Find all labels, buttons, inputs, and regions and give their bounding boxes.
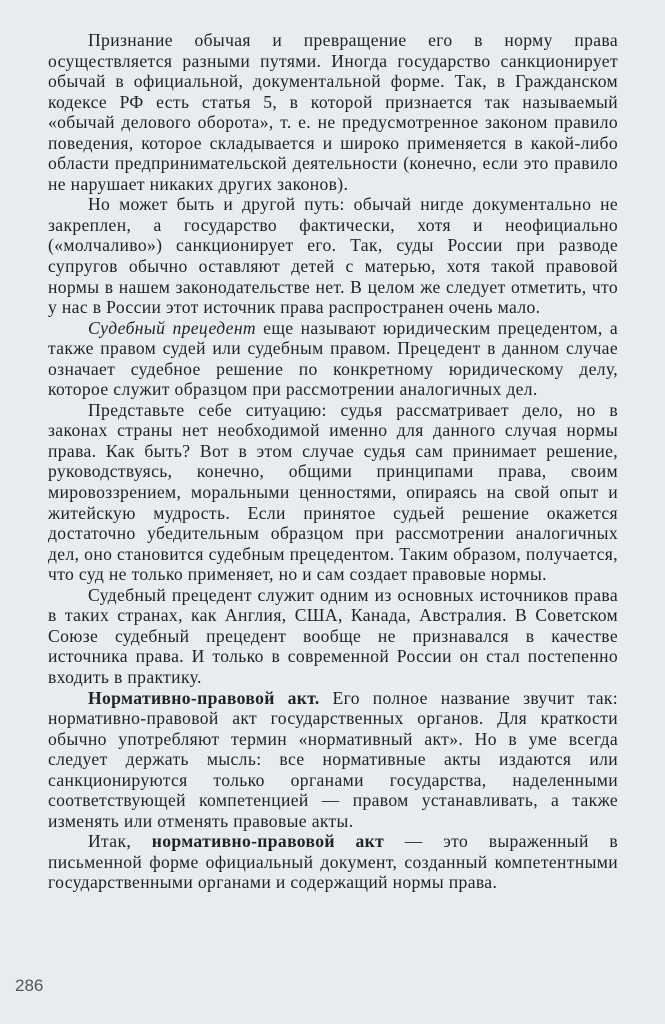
paragraph-5-text: Судебный прецедент служит одним из основных источников права в таких странах, как Англия, США, Канада, Австралия. В Советском Союзе судебный прецедент вообще не признавался в качестве источника права. И только в современной России он стал постепенно входить в практику. — [48, 584, 618, 687]
paragraph-3 — [48, 318, 618, 400]
paragraph-6 — [48, 688, 618, 832]
paragraph-1-text: Признание обычая и превращение его в норму права осуществляется разными путями. Иногда государство санкционирует обычай в официальной, документальной форме. Так, в Гражданском кодексе РФ есть статья 5, в которой признается так называемый «обычай делового оборота», т. е. не предусмотренное законом правило поведения, которое складывается и широко применяется в какой-либо области предпринимательской деятельности (конечно, если это правило не нарушает никаких других законов). — [48, 30, 618, 194]
paragraph-4 — [48, 400, 618, 585]
paragraph-7 — [48, 831, 618, 893]
paragraph-4-text: Представьте себе ситуацию: судья рассматривает дело, но в законах страны нет необходимой именно для данного случая нормы права. Как быть? Вот в этом случае судья сам принимает решение, руководствуясь, конечно, общими принципами права, своим мировоззрением, моральными ценностями, опираясь на свой опыт и житейскую мудрость. Если принятое судьей решение окажется достаточно убедительным образцом при рассмотрении аналогичных дел, оно становится судебным прецедентом. Таким образом, получается, что суд не только применяет, но и сам создает правовые нормы. — [48, 399, 618, 585]
paragraph-1 — [48, 30, 618, 194]
paragraph-2-text: Но может быть и другой путь: обычай нигде документально не закреплен, а государство фактически, хотя и неофициально («молчаливо») санкционирует его. Так, суды России при разводе супругов обычно оставляют детей с матерью, хотя такой правовой нормы в нашем законодательстве нет. В целом же следует отметить, что у нас в России этот источник права распространен очень мало. — [48, 194, 618, 318]
paragraph-6-text: Его полное название звучит так: нормативно-правовой акт государственных органов. Для краткости обычно употребляют термин «нормативный акт». Но в уме всегда следует держать мысль: все нормативные акты издаются или санкционируются только органами государства, наделенными соответствующей компетенцией — правом устанавливать, а также изменять или отменять правовые акты. — [48, 687, 618, 831]
term-judicial-precedent: Судебный прецедент — [88, 317, 256, 338]
paragraph-3-text: еще называют юридическим прецедентом, а также правом судей или судебным правом. Прецедент в данном случае означает судебное решение по конкретному юридическому делу, которое служит образцом при рассмотрении аналогичных дел. — [48, 317, 618, 400]
paragraph-7-text: — это выраженный в письменной форме официальный документ, созданный компетентными государственными органами и содержащий нормы права. — [48, 831, 618, 893]
paragraph-7-pre: Итак, — [88, 831, 152, 852]
term-normative-act-definition: нормативно-правовой акт — [151, 831, 385, 852]
paragraph-2 — [48, 194, 618, 317]
term-normative-act-heading: Нормативно-правовой акт. — [88, 687, 320, 708]
page-text — [48, 30, 618, 893]
paragraph-5 — [48, 585, 618, 688]
page-number: 286 — [15, 976, 44, 995]
